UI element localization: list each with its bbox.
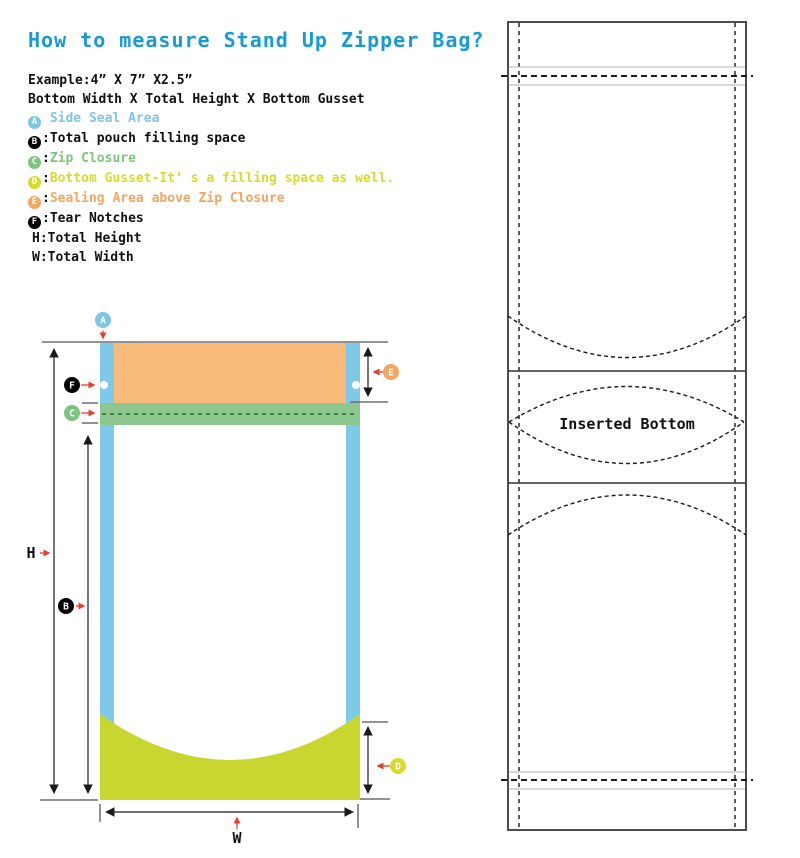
sealing-area-above-zip bbox=[114, 343, 346, 403]
legend-label-d: Bottom Gusset-It’ s a filling space as well. bbox=[49, 171, 395, 186]
badge-f-icon: F bbox=[28, 216, 41, 229]
svg-text:F: F bbox=[69, 380, 75, 392]
svg-text:C: C bbox=[69, 408, 75, 420]
legend-label-h: Total Height bbox=[47, 231, 142, 246]
legend-item-a bbox=[28, 109, 394, 129]
svg-text:A: A bbox=[100, 315, 106, 327]
bottom-gusset bbox=[100, 714, 360, 800]
badge-a-icon: A bbox=[28, 116, 41, 129]
svg-text:B: B bbox=[63, 601, 69, 613]
example-line: Example:4” X 7” X2.5” bbox=[28, 73, 193, 88]
tear-notch-left bbox=[100, 381, 108, 389]
badge-e-icon: E bbox=[28, 196, 41, 209]
bag-measure-diagram bbox=[0, 300, 460, 858]
svg-text:E: E bbox=[388, 367, 394, 379]
formula-line: Bottom Width X Total Height X Bottom Gusset bbox=[28, 92, 365, 107]
legend-item-e: E :Sealing Area above Zip Closure bbox=[28, 189, 394, 209]
tear-notch-right bbox=[352, 381, 360, 389]
badge-d-icon: D bbox=[28, 176, 41, 189]
legend-label-a: Side Seal Area bbox=[49, 111, 160, 126]
width-label: W bbox=[232, 829, 242, 847]
legend-item-h: H:Total Height bbox=[32, 231, 142, 246]
badge-c-icon: C bbox=[28, 156, 41, 169]
pouch-body bbox=[100, 343, 360, 800]
legend-item-f: F :Tear Notches bbox=[28, 209, 394, 229]
legend-label-w: Total Width bbox=[47, 250, 134, 265]
legend-item-w: W:Total Width bbox=[32, 250, 134, 265]
legend-label-e: Sealing Area above Zip Closure bbox=[49, 191, 285, 206]
legend-label-c: Zip Closure bbox=[49, 151, 136, 166]
legend bbox=[28, 71, 394, 267]
side-seal-left bbox=[100, 343, 114, 738]
badge-b-icon: B bbox=[28, 136, 41, 149]
legend-label-b: Total pouch filling space bbox=[49, 131, 246, 146]
legend-item-d: D :Bottom Gusset-It’ s a filling space as well. bbox=[28, 169, 394, 189]
legend-item-c: C :Zip Closure bbox=[28, 149, 394, 169]
page-title: How to measure Stand Up Zipper Bag? bbox=[28, 28, 485, 52]
legend-item-b: B :Total pouch filling space bbox=[28, 129, 394, 149]
inserted-bottom-label: Inserted Bottom bbox=[559, 415, 695, 433]
svg-text:D: D bbox=[395, 761, 401, 773]
height-label: H bbox=[26, 544, 36, 562]
legend-label-f: Tear Notches bbox=[49, 211, 144, 226]
flat-layout-diagram bbox=[490, 10, 770, 858]
